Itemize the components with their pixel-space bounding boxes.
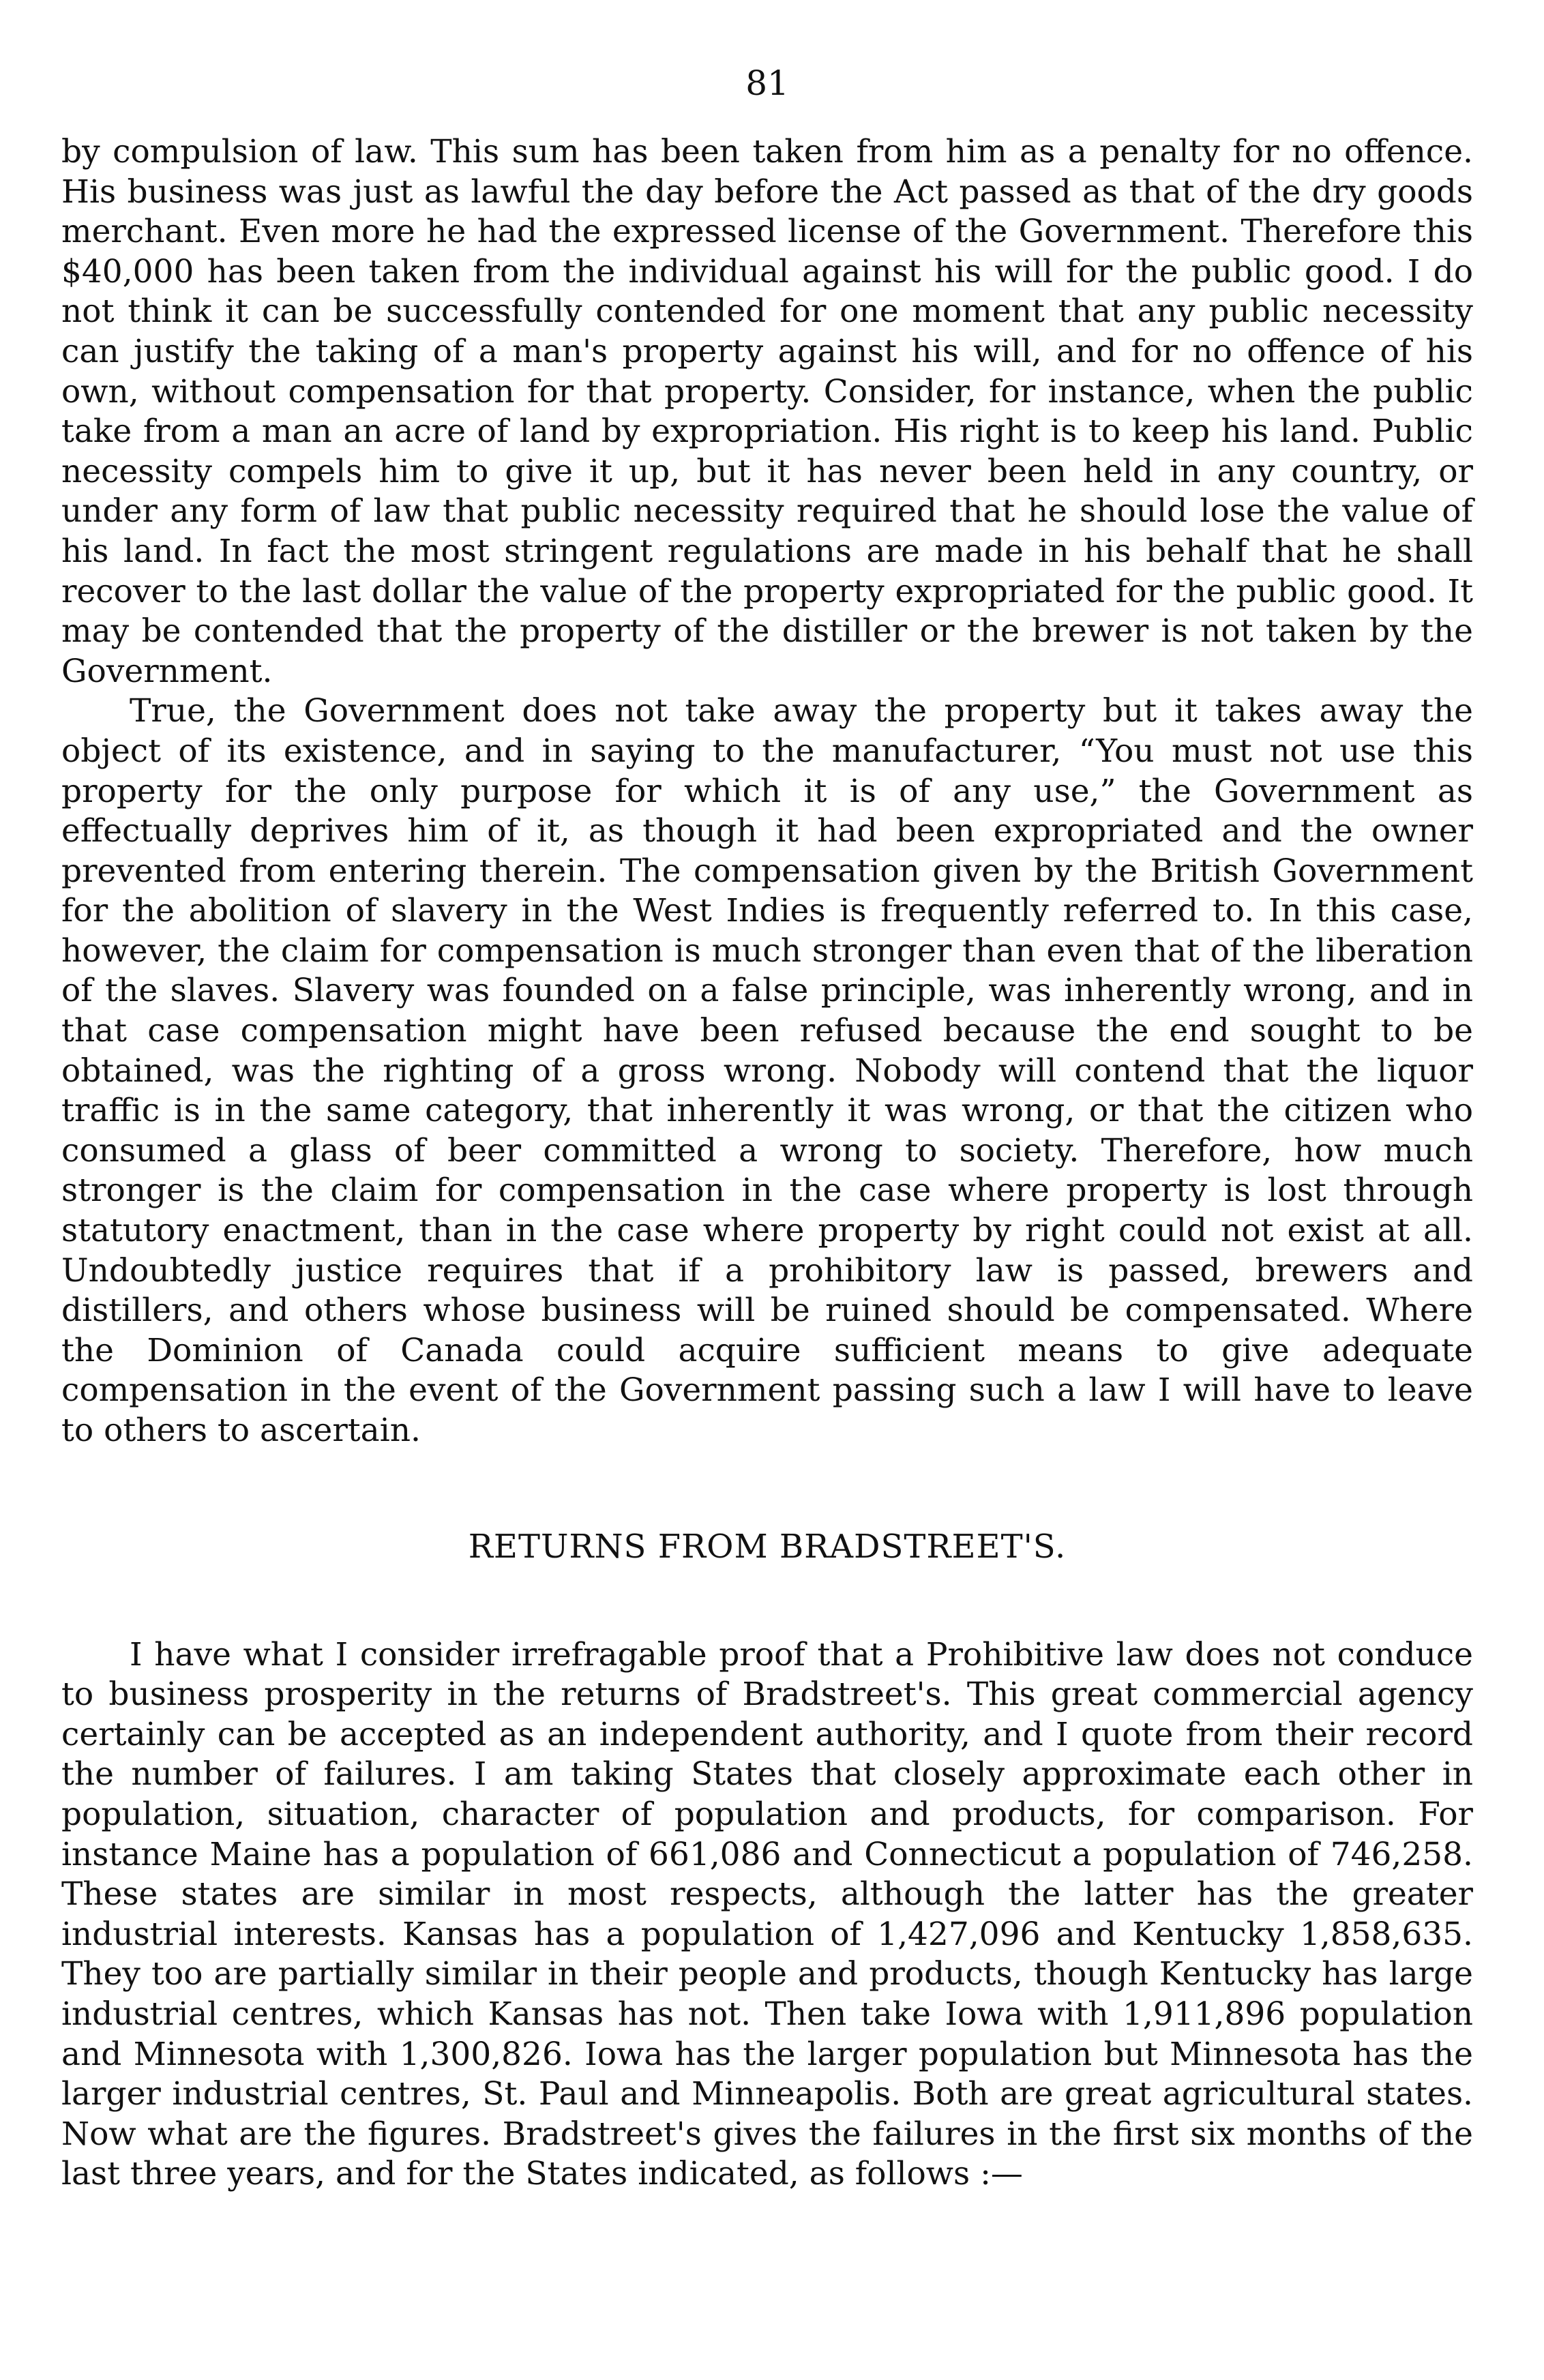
paragraph-slavery-comparison: True, the Government does not take away the property but it takes away the object of its existence, and in saying to the manufacturer, “You must not use this property for the only purpose for which it is of any use,” the Government as effectually deprives him of it, as though it had been expropriated and the owner prevented from entering therein. The compensation given by the British Government for the abolition of slavery in the West Indies is frequently referred to. In this case, however, the claim for compensation is much stronger than even that of the liberation of the slaves. Slavery was founded on a false principle, was inherently wrong, and in that case compensation might have been refused because the end sought to be obtained, was the righting of a gross wrong. Nobody will contend that the liquor traffic is in the same category, that inherently it was wrong, or that the citizen who consumed a glass of beer committed a wrong to society. Therefore, how much stronger is the claim for compensation in the case where property is lost through statutory enactment, than in the case where property by right could not exist at all. Undoubtedly justice requires that if a prohibitory law is passed, brewers and distillers, and others whose business will be ruined should be compensated. Where the Dominion of Canada could acquire sufficient means to give adequate compensation in the event of the Government passing such a law I will have to leave to others to ascertain. (61, 692, 1473, 1449)
paragraph-compensation-argument: by compulsion of law. This sum has been taken from him as a penalty for no offence. His business was just as lawful the day before the Act passed as that of the dry goods merchant. Even more he had the expressed license of the Government. Therefore this $40,000 has been taken from the individual against his will for the public good. I do not think it can be successfully contended for one moment that any public necessity can justify the taking of a man's property against his will, and for no offence of his own, without compensation for that property. Consider, for instance, when the public take from a man an acre of land by expropriation. His right is to keep his land. Public necessity compels him to give it up, but it has never been held in any country, or under any form of law that public necessity required that he should lose the value of his land. In fact the most stringent regulations are made in his behalf that he shall recover to the last dollar the value of the property expropriated for the public good. It may be contended that the property of the distiller or the brewer is not taken by the Government. (61, 133, 1473, 690)
page-number: 81 (745, 63, 789, 103)
document-page (61, 61, 1473, 2195)
section-heading: RETURNS FROM BRADSTREET'S. (468, 1527, 1067, 1566)
paragraph-bradstreet-returns: I have what I consider irrefragable proof that a Prohibitive law does not conduce to business prosperity in the returns of Bradstreet's. This great commercial agency certainly can be accepted as an independent authority, and I quote from their record the number of failures. I am taking States that closely approximate each other in population, situation, character of population and products, for comparison. For instance Maine has a population of 661,086 and Connecticut a population of 746,258. These states are similar in most respects, although the latter has the greater industrial interests. Kansas has a population of 1,427,096 and Kentucky 1,858,635. They too are partially similar in their people and products, though Kentucky has large industrial centres, which Kansas has not. Then take Iowa with 1,911,896 population and Minnesota with 1,300,826. Iowa has the larger population but Minnesota has the larger industrial centres, St. Paul and Minneapolis. Both are great agricultural states. Now what are the figures. Bradstreet's gives the failures in the first six months of the last three years, and for the States indicated, as follows :— (61, 1635, 1473, 2193)
